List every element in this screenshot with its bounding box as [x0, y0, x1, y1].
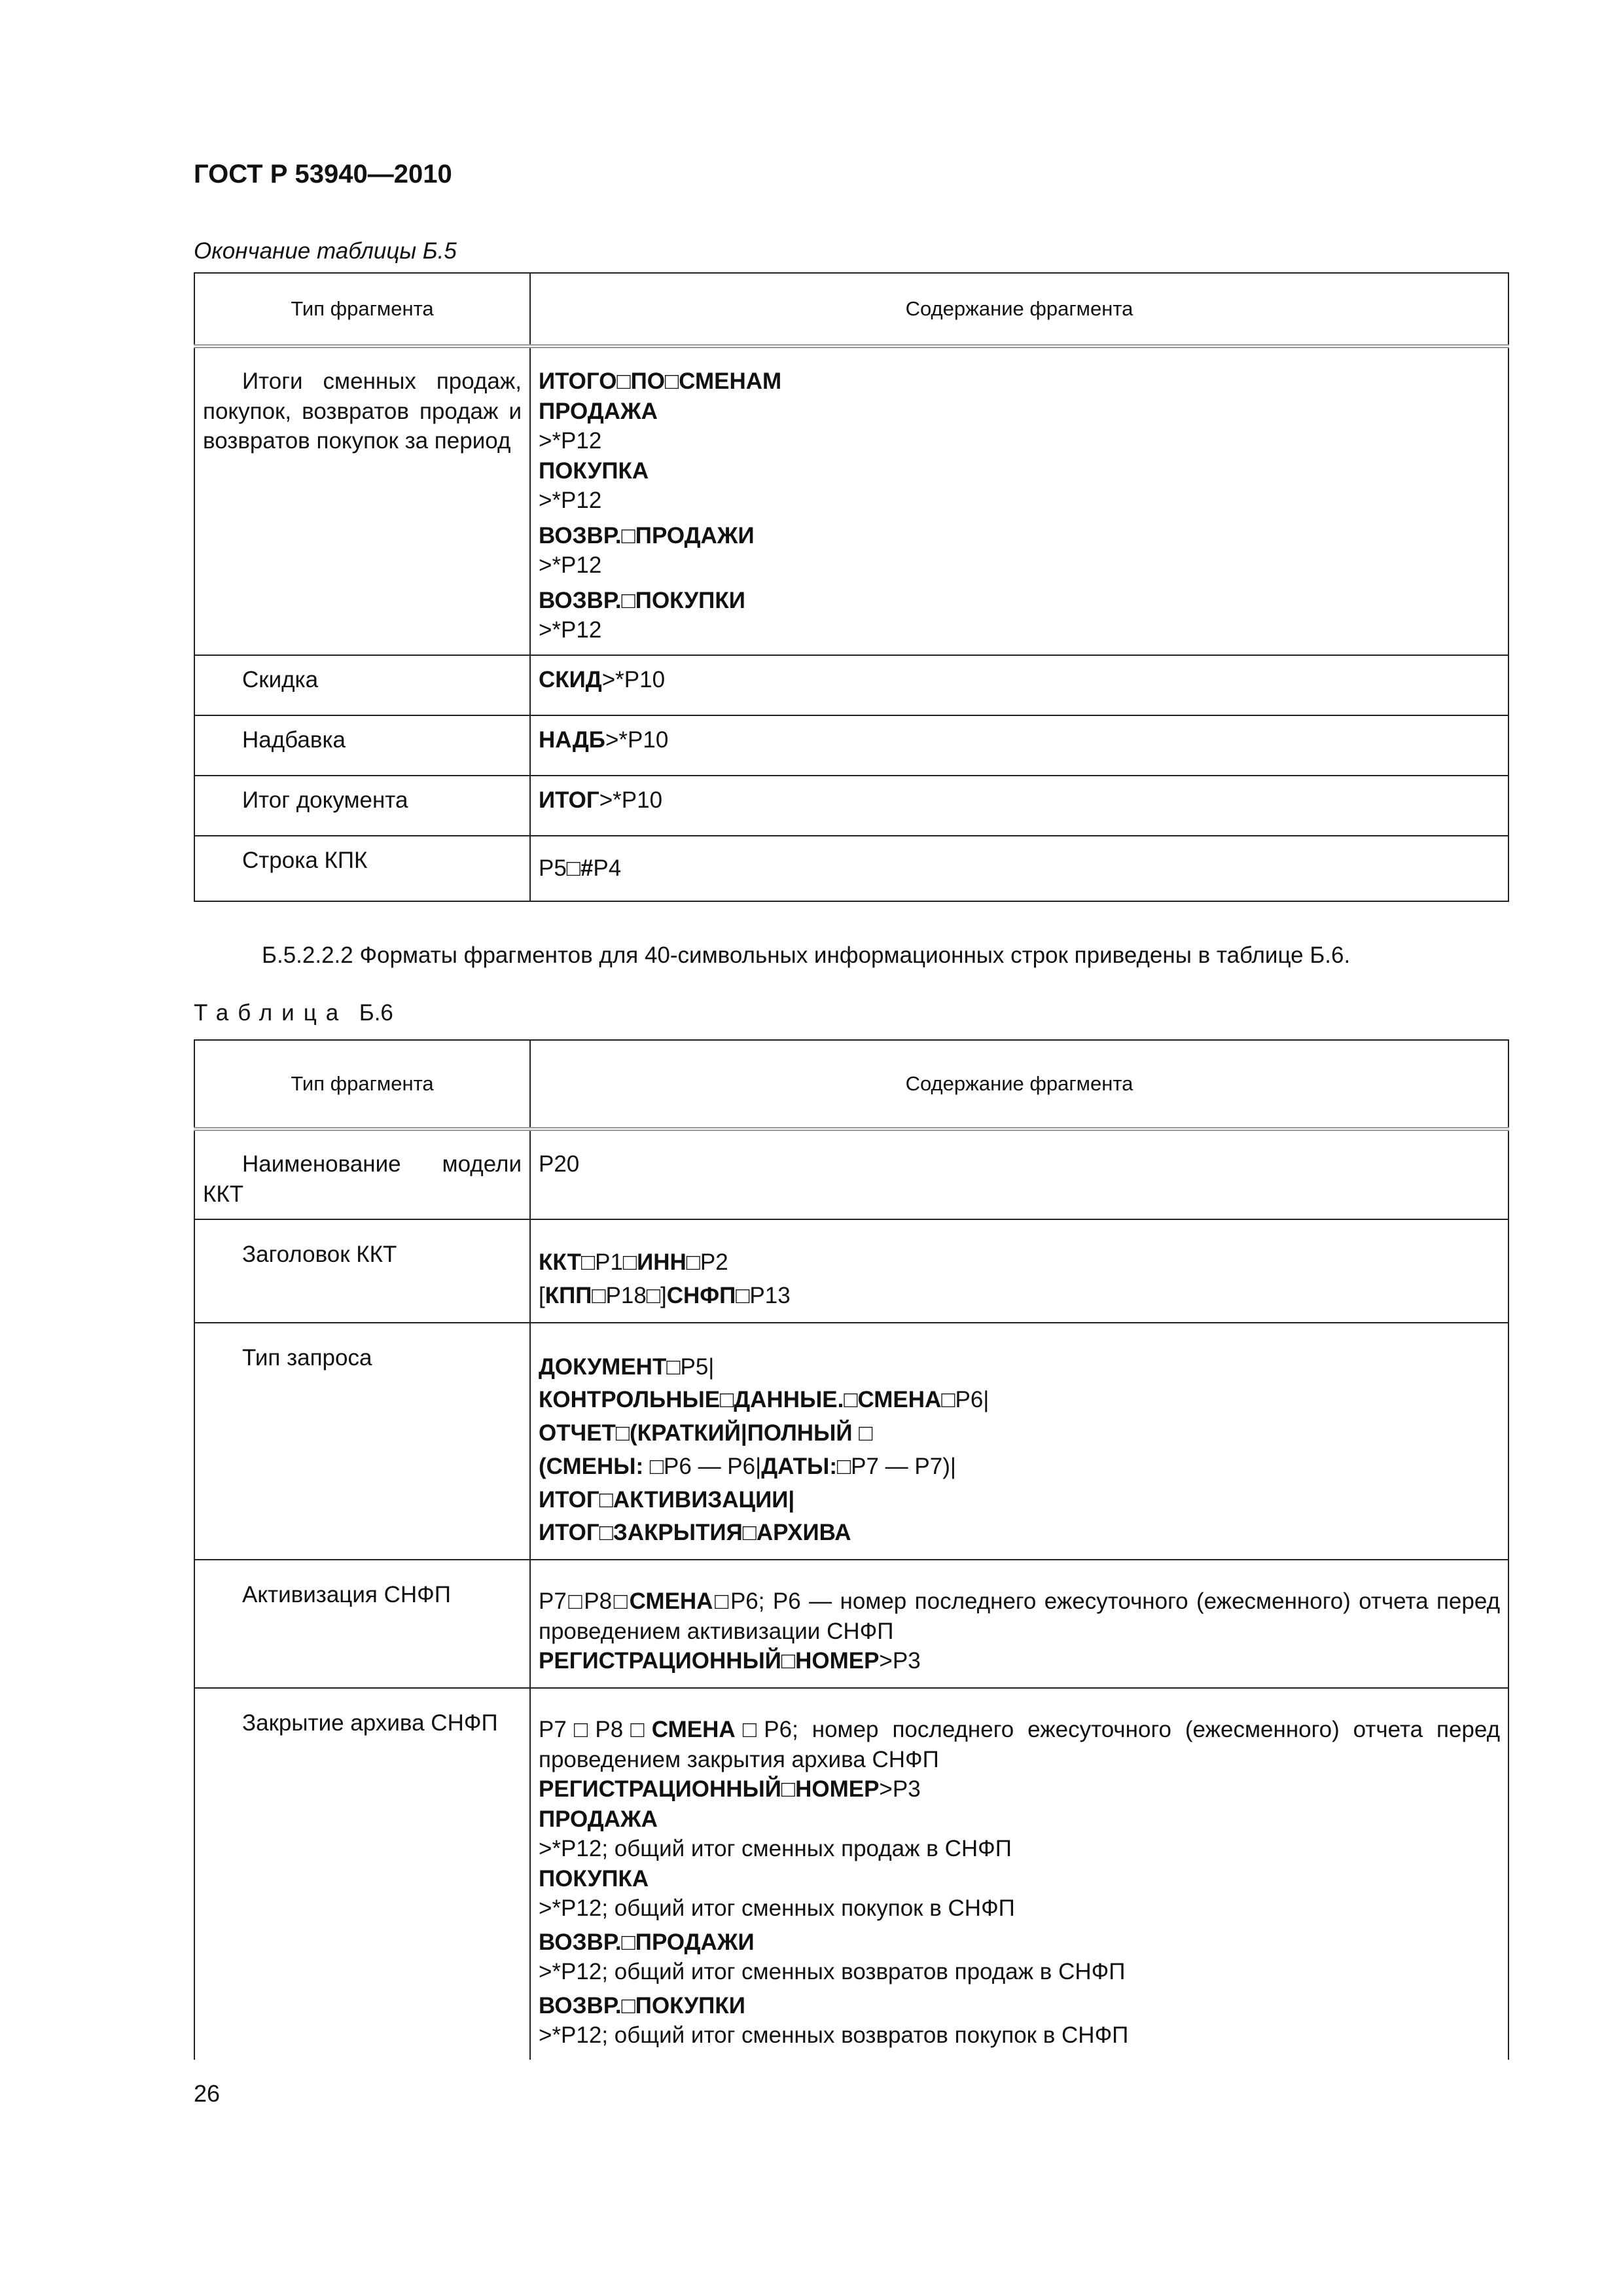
content-bold: ДАТЫ: [761, 1453, 837, 1479]
content-text: >P3 [879, 1648, 921, 1674]
content-line: ВОЗВР.□ПРОДАЖИ [539, 1929, 755, 1955]
content-text: □P18□] [592, 1282, 667, 1308]
content-text: P4 [593, 855, 622, 881]
content-text: P7□P8□ [539, 1717, 652, 1742]
page-number: 26 [194, 2080, 221, 2107]
fragment-type: Заголовок ККТ [194, 1219, 530, 1323]
content-bold: (СМЕНЫ: [539, 1453, 650, 1479]
content-line: >*P12 [539, 488, 602, 513]
content-text: >*P10 [605, 726, 669, 753]
table-row [194, 776, 1508, 836]
table-row [194, 655, 1508, 715]
fragment-content [530, 655, 1508, 715]
content-line [539, 1774, 1500, 1804]
content-text: P5□ [539, 855, 580, 881]
table-b5-caption: Окончание таблицы Б.5 [194, 238, 457, 264]
table-row [194, 1560, 1508, 1688]
fragment-content [530, 1560, 1508, 1688]
content-line [539, 1246, 1500, 1280]
document-header: ГОСТ Р 53940—2010 [194, 160, 452, 188]
content-text: □P6; номер последнего ежесуточного (ежесменного) отчета перед проведением закрытия архива СНФП [539, 1717, 1500, 1772]
content-text: □P6| [941, 1387, 990, 1413]
content-text: >*P10 [599, 787, 663, 813]
content-line: >*P12; общий итог сменных продаж в СНФП [539, 1836, 1012, 1861]
content-bold: ИНН [637, 1249, 687, 1275]
fragment-type: Строка КПК [194, 836, 530, 901]
content-line [539, 1484, 1500, 1517]
content-bold: СКИД [539, 666, 602, 692]
content-bold: # [580, 855, 594, 881]
content-line: ПОКУПКА [539, 1865, 649, 1892]
content-bold: РЕГИСТРАЦИОННЫЙ□НОМЕР [539, 1776, 880, 1802]
content-line [539, 1516, 1500, 1550]
caption-number: Б.6 [359, 1000, 393, 1026]
table-b6-caption [194, 1000, 393, 1026]
content-text: □P1□ [580, 1249, 637, 1275]
fragment-type: Тип запроса [194, 1323, 530, 1560]
content-text: P7□P8□ [539, 1588, 630, 1614]
table-row [194, 1129, 1508, 1219]
content-text: >P3 [879, 1776, 921, 1802]
column-header-content: Содержание фрагмента [530, 273, 1508, 346]
column-header-content: Содержание фрагмента [530, 1040, 1508, 1129]
content-line [539, 1450, 1500, 1484]
table-row [194, 346, 1508, 655]
content-text: □P6 — P6| [649, 1453, 762, 1479]
content-bold: СНФП [666, 1282, 736, 1308]
fragment-type: Надбавка [194, 715, 530, 776]
content-bold: ОТЧЕТ□(КРАТКИЙ|ПОЛНЫЙ □ [539, 1420, 873, 1446]
content-text: □P6; P6 — номер последнего ежесуточного (ежесменного) отчета перед проведением активизации СНФП [539, 1588, 1500, 1644]
content-line: ПРОДАЖА [539, 1806, 658, 1832]
content-bold: СМЕНА [629, 1588, 713, 1614]
content-line: ВОЗВР.□ПОКУПКИ [539, 587, 745, 613]
column-header-type: Тип фрагмента [194, 1040, 530, 1129]
content-line: >*P12 [539, 617, 602, 643]
content-line: >*P12; общий итог сменных возвратов продаж в СНФП [539, 1959, 1126, 1984]
fragment-content [530, 836, 1508, 901]
content-line: >*P12 [539, 552, 602, 578]
table-row [194, 715, 1508, 776]
content-line [539, 1587, 1500, 1646]
fragment-type: Итог документа [194, 776, 530, 836]
content-bold: РЕГИСТРАЦИОННЫЙ□НОМЕР [539, 1648, 880, 1674]
content-line: ВОЗВР.□ПОКУПКИ [539, 1992, 745, 2018]
content-bold: ИТОГ [539, 787, 599, 813]
content-text: □P13 [736, 1282, 791, 1308]
fragment-content [530, 776, 1508, 836]
content-line: ПРОДАЖА [539, 398, 658, 424]
fragment-content: P20 [530, 1129, 1508, 1219]
content-line: >*P12; общий итог сменных возвратов покупок в СНФП [539, 2022, 1129, 2048]
content-bold: ИТОГ□АКТИВИЗАЦИИ| [539, 1486, 795, 1513]
content-bold: КПП [544, 1282, 592, 1308]
fragment-content [530, 1219, 1508, 1323]
fragment-type: Скидка [194, 655, 530, 715]
fragment-type: Активизация СНФП [194, 1560, 530, 1688]
content-text: [ [539, 1282, 545, 1308]
content-text: □P7 — P7)| [836, 1453, 956, 1479]
content-line [539, 1715, 1500, 1774]
table-row [194, 1323, 1508, 1560]
fragment-content [530, 1323, 1508, 1560]
fragment-content [530, 715, 1508, 776]
content-line [539, 1417, 1500, 1450]
table-b5 [194, 272, 1509, 902]
content-text: >*P10 [601, 666, 666, 692]
content-bold: ККТ [539, 1249, 581, 1275]
content-bold: КОНТРОЛЬНЫЕ□ДАННЫЕ.□СМЕНА [539, 1387, 942, 1413]
fragment-content [530, 346, 1508, 655]
paragraph-b5222: Б.5.2.2.2 Форматы фрагментов для 40-символьных информационных строк приведены в таблице Б.6. [262, 942, 1351, 968]
content-bold: СМЕНА [651, 1717, 736, 1742]
content-line: ВОЗВР.□ПРОДАЖИ [539, 522, 755, 548]
content-bold: ДОКУМЕНТ [539, 1354, 667, 1380]
fragment-type: Итоги сменных продаж, покупок, возвратов продаж и возвратов покупок за период [194, 346, 530, 655]
content-bold: НАДБ [539, 726, 605, 753]
caption-label: Таблица [194, 1000, 348, 1026]
column-header-type: Тип фрагмента [194, 273, 530, 346]
fragment-type: Наименование модели ККТ [194, 1129, 530, 1219]
content-line [539, 1384, 1500, 1417]
content-line: >*P12; общий итог сменных покупок в СНФП [539, 1895, 1015, 1921]
content-line [539, 1351, 1500, 1384]
table-row [194, 1688, 1508, 2060]
fragment-content [530, 1688, 1508, 2060]
content-line: ПОКУПКА [539, 457, 649, 484]
table-b6 [194, 1039, 1509, 2060]
content-text: □P5| [666, 1354, 715, 1380]
content-line: ИТОГО□ПО□СМЕНАМ [539, 368, 782, 394]
content-text: □P2 [686, 1249, 728, 1275]
content-line [539, 1646, 1500, 1676]
table-row [194, 1219, 1508, 1323]
fragment-type: Закрытие архива СНФП [194, 1688, 530, 2060]
content-bold: ИТОГ□ЗАКРЫТИЯ□АРХИВА [539, 1520, 851, 1546]
content-line: >*P12 [539, 428, 602, 454]
content-line [539, 1280, 1500, 1313]
table-row [194, 836, 1508, 901]
